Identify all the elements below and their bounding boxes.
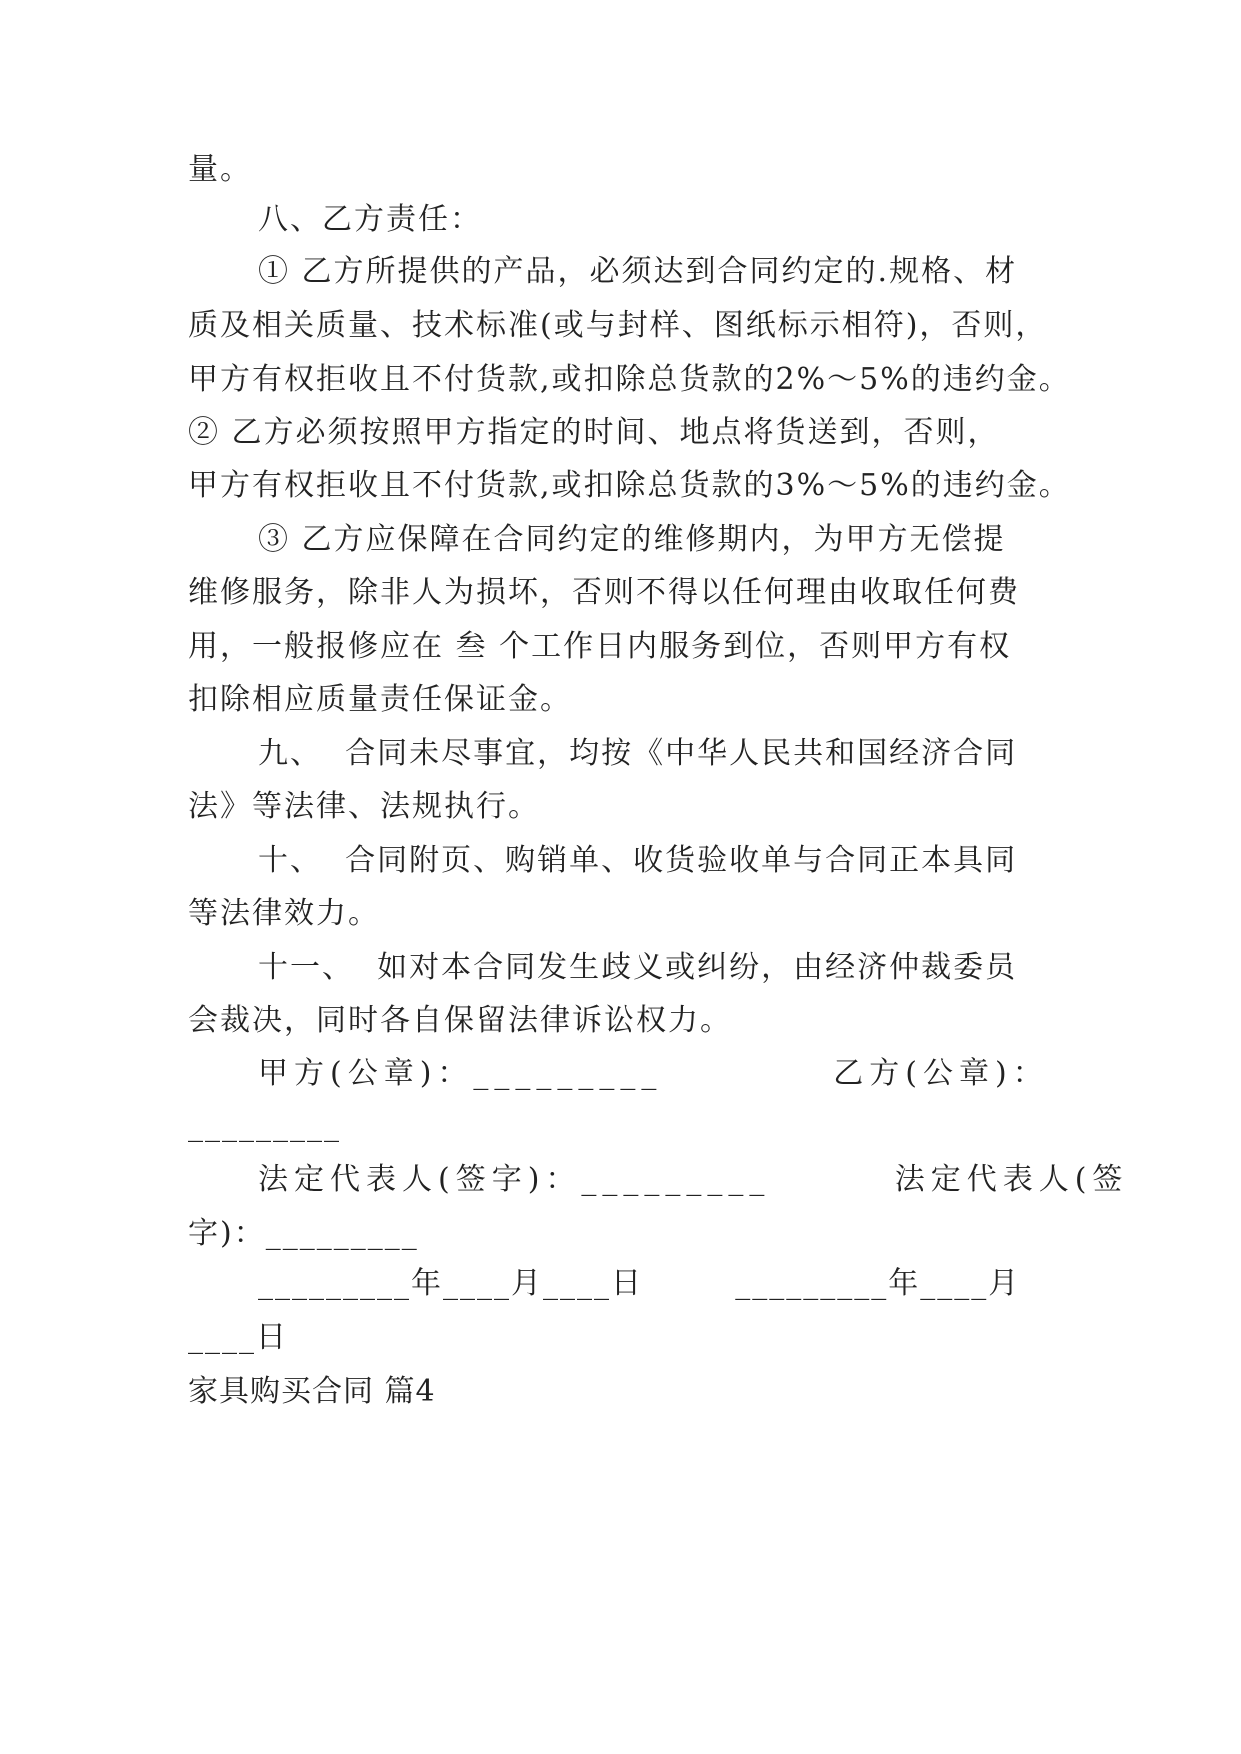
date-line: _________年____月____日 _________年____月	[258, 1266, 1021, 1301]
date-line: ____日	[188, 1320, 288, 1355]
text-line: 用，一般报修应在 叁 个工作日内服务到位，否则甲方有权	[188, 629, 1012, 664]
text-line: 质及相关质量、技术标准(或与封样、图纸标示相符)，否则，	[188, 308, 1048, 343]
text-line: 甲方有权拒收且不付货款,或扣除总货款的3%～5%的违约金。	[188, 468, 1071, 503]
section-title: 家具购买合同 篇4	[188, 1374, 436, 1409]
text-line: 甲方有权拒收且不付货款,或扣除总货款的2%～5%的违约金。	[188, 362, 1071, 397]
text-line: 九、 合同未尽事宜，均按《中华人民共和国经济合同	[258, 736, 1018, 771]
signature-line: 字)：_________	[188, 1216, 419, 1251]
signature-line: 甲方(公章)：_________ 乙方(公章)：	[258, 1056, 1049, 1091]
text-line: ② 乙方必须按照甲方指定的时间、地点将货送到，否则，	[188, 415, 1000, 450]
text-line: ① 乙方所提供的产品，必须达到合同约定的.规格、材	[258, 254, 1018, 289]
text-line: 量。	[188, 152, 252, 187]
section-heading: 八、乙方责任：	[258, 202, 482, 237]
text-line: 法》等法律、法规执行。	[188, 789, 540, 824]
text-line: 维修服务，除非人为损坏，否则不得以任何理由收取任何费	[188, 575, 1020, 610]
text-line: 十、 合同附页、购销单、收货验收单与合同正本具同	[258, 843, 1018, 878]
text-line: 会裁决，同时各自保留法律诉讼权力。	[188, 1003, 732, 1038]
text-line: 等法律效力。	[188, 896, 380, 931]
text-line: ③ 乙方应保障在合同约定的维修期内，为甲方无偿提	[258, 522, 1006, 557]
signature-line: 法定代表人(签字)：_________ 法定代表人(签	[258, 1162, 1129, 1197]
signature-blank: _________	[188, 1108, 341, 1143]
text-line: 扣除相应质量责任保证金。	[188, 682, 572, 717]
text-line: 十一、 如对本合同发生歧义或纠纷，由经济仲裁委员	[258, 950, 1018, 985]
